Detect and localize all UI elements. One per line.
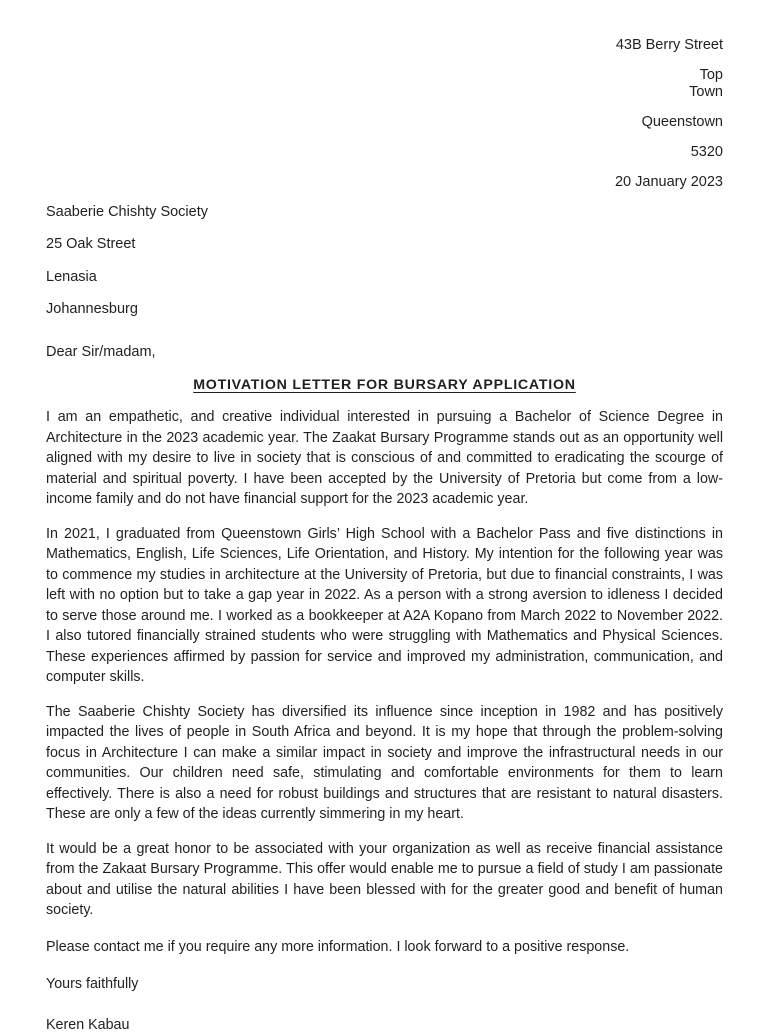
- sender-postal-code: 5320: [46, 145, 723, 160]
- recipient-street: 25 Oak Street: [46, 237, 723, 252]
- recipient-address-block: [46, 205, 723, 317]
- body-paragraph-4: It would be a great honor to be associated with your organization as well as receive financial assistance from the Zakaat Bursary Programme. This offer would enable me to pursue a field of study I am passionate about and utilise the natural abilities I have been blessed with for the greater good and benefit of human society.: [46, 839, 723, 921]
- sender-suburb-top: Top: [46, 68, 723, 83]
- sender-suburb-town: Town: [46, 85, 723, 100]
- recipient-suburb: Lenasia: [46, 270, 723, 285]
- body-paragraph-1: I am an empathetic, and creative individual interested in pursuing a Bachelor of Science Degree in Architecture in the 2023 academic year. The Zaakat Bursary Programme stands out as an opportunity well aligned with my desire to live in society that is conscious of and committed to eradicating the scourge of material and spiritual poverty. I have been accepted by the University of Pretoria but come from a low-income family and do not have financial support for the 2023 academic year.: [46, 407, 723, 510]
- recipient-organisation: Saaberie Chishty Society: [46, 205, 723, 220]
- salutation: Dear Sir/madam,: [46, 345, 723, 360]
- body-paragraph-2: In 2021, I graduated from Queenstown Girls’ High School with a Bachelor Pass and five distinctions in Mathematics, English, Life Sciences, Life Orientation, and History. My intention for the following year was to commence my studies in architecture at the University of Pretoria, but due to financial constraints, I was left with no option but to take a gap year in 2022. As a person with a strong aversion to idleness I decided to serve those around me. I worked as a bookkeeper at A2A Kopano from March 2022 to November 2022. I also tutored financially strained students who were struggling with Mathematics and Physical Sciences. These experiences affirmed by passion for service and improved my administration, communication, and computer skills.: [46, 524, 723, 688]
- closing-signoff: Yours faithfully: [46, 974, 723, 995]
- body-paragraph-3: The Saaberie Chishty Society has diversified its influence since inception in 1982 and has positively impacted the lives of people in South Africa and beyond. It is my hope that through the problem-solving focus in Architecture I can make a similar impact in society and improve the infrastructural needs in our communities. Our children need safe, stimulating and comfortable environments for them to learn effectively. There is also a need for robust buildings and structures that are resistant to natural disasters. These are only a few of the ideas currently simmering in my heart.: [46, 702, 723, 825]
- sender-street: 43B Berry Street: [46, 38, 723, 53]
- letter-date: 20 January 2023: [46, 175, 723, 190]
- signature-name: Keren Kabau: [46, 1015, 723, 1035]
- recipient-city: Johannesburg: [46, 302, 723, 317]
- sender-city: Queenstown: [46, 115, 723, 130]
- letter-title: MOTIVATION LETTER FOR BURSARY APPLICATION: [46, 377, 723, 393]
- sender-address-block: [46, 38, 723, 189]
- closing-contact-line: Please contact me if you require any more information. I look forward to a positive response.: [46, 937, 723, 958]
- document-body: [46, 38, 723, 1035]
